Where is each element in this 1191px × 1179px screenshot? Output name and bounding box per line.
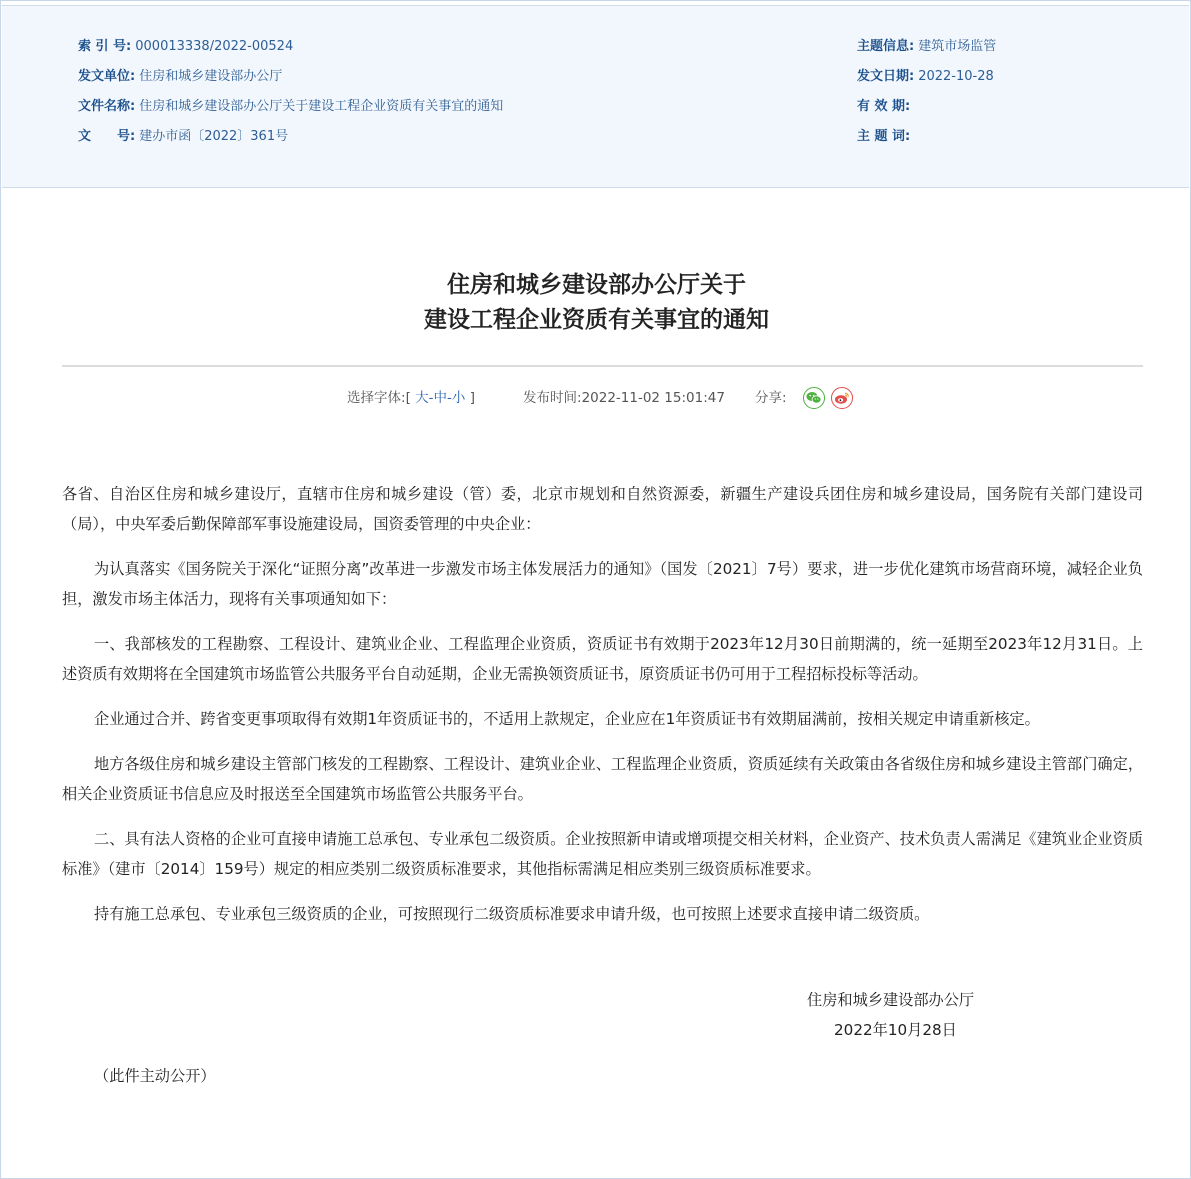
body-paragraph-5: 地方各级住房和城乡建设主管部门核发的工程勘察、工程设计、建筑业企业、工程监理企业资质，资质延续有关政策由各省级住房和城乡建设主管部门确定，相关企业资质证书信息应及时报送至全国建筑市场监管公共服务平台。 bbox=[62, 755, 1143, 803]
font-sep-1: - bbox=[428, 390, 434, 406]
meta-index bbox=[78, 38, 293, 56]
meta-topic bbox=[857, 38, 996, 56]
info-bar bbox=[1, 387, 1191, 409]
article-body bbox=[62, 479, 1143, 944]
publish-time-label: 发布时间: bbox=[523, 390, 582, 406]
meta-filename-label: 文件名称: bbox=[78, 99, 136, 114]
body-paragraph-4: 企业通过合并、跨省变更事项取得有效期1年资质证书的，不适用上款规定，企业应在1年资质证书有效期届满前，按相关规定申请重新核定。 bbox=[94, 710, 1040, 728]
meta-keywords-label: 主 题 词: bbox=[857, 129, 911, 144]
meta-docno-label: 文 号: bbox=[78, 129, 136, 144]
body-paragraph-7: 持有施工总承包、专业承包三级资质的企业，可按照现行二级资质标准要求申请升级，也可按照上述要求直接申请二级资质。 bbox=[94, 905, 930, 923]
body-paragraph-3: 一、我部核发的工程勘察、工程设计、建筑业企业、工程监理企业资质，资质证书有效期于2023年12月30日前期满的，统一延期至2023年12月31日。上述资质有效期将在全国建筑市场监管公共服务平台自动延期，企业无需换领资质证书，原资质证书仍可用于工程招标投标等活动。 bbox=[62, 635, 1143, 683]
signature-date: 2022年10月28日 bbox=[834, 1021, 957, 1039]
meta-topic-label: 主题信息: bbox=[857, 39, 915, 54]
body-paragraph-1: 各省、自治区住房和城乡建设厅，直辖市住房和城乡建设（管）委，北京市规划和自然资源委，新疆生产建设兵团住房和城乡建设局，国务院有关部门建设司（局），中央军委后勤保障部军事设施建设局，国资委管理的中央企业： bbox=[62, 485, 1143, 533]
meta-validity-label: 有 效 期: bbox=[857, 99, 911, 114]
font-bracket-close: ] bbox=[469, 390, 475, 406]
font-sep-2: - bbox=[447, 390, 452, 406]
metadata-panel bbox=[2, 5, 1189, 188]
signature-org: 住房和城乡建设部办公厅 bbox=[807, 991, 975, 1009]
body-paragraph-6: 二、具有法人资格的企业可直接申请施工总承包、专业承包二级资质。企业按照新申请或增项提交相关材料，企业资产、技术负责人需满足《建筑业企业资质标准》（建市〔2014〕159号）规定的相应类别二级资质标准要求，其他指标需满足相应类别三级资质标准要求。 bbox=[62, 830, 1143, 878]
meta-filename-value: 住房和城乡建设部办公厅关于建设工程企业资质有关事宜的通知 bbox=[139, 99, 504, 114]
meta-validity bbox=[857, 98, 914, 116]
body-paragraph-2: 为认真落实《国务院关于深化“证照分离”改革进一步激发市场主体发展活力的通知》（国发〔2021〕7号）要求，进一步优化建筑市场营商环境，减轻企业负担，激发市场主体活力，现将有关事项通知如下： bbox=[62, 560, 1143, 608]
wechat-icon bbox=[806, 391, 822, 405]
meta-issuer bbox=[78, 68, 282, 86]
meta-index-label: 索 引 号: bbox=[78, 39, 132, 54]
title-divider bbox=[62, 365, 1143, 367]
wechat-share-button[interactable] bbox=[803, 387, 825, 409]
meta-issuer-label: 发文单位: bbox=[78, 69, 136, 84]
meta-date bbox=[857, 68, 994, 86]
meta-issuer-value: 住房和城乡建设部办公厅 bbox=[139, 69, 283, 84]
disclosure-note: （此件主动公开） bbox=[94, 1067, 216, 1085]
meta-docno-value: 建办市函〔2022〕361号 bbox=[139, 129, 289, 144]
weibo-icon bbox=[834, 391, 850, 405]
share-label: 分享: bbox=[755, 390, 787, 406]
page-title-line1: 住房和城乡建设部办公厅关于 bbox=[447, 272, 746, 298]
meta-keywords bbox=[857, 128, 914, 146]
font-small-link[interactable]: 小 bbox=[451, 390, 466, 406]
page-title-line2: 建设工程企业资质有关事宜的通知 bbox=[424, 307, 769, 333]
meta-topic-value: 建筑市场监管 bbox=[918, 39, 997, 54]
font-medium-link[interactable]: 中 bbox=[433, 390, 448, 406]
font-large-link[interactable]: 大 bbox=[415, 390, 429, 406]
font-size-label: 选择字体: bbox=[347, 390, 406, 406]
font-size-selector bbox=[347, 387, 475, 409]
meta-docno bbox=[78, 128, 288, 146]
weibo-share-button[interactable] bbox=[831, 387, 853, 409]
meta-date-label: 发文日期: bbox=[857, 69, 915, 84]
meta-date-value: 2022-10-28 bbox=[918, 69, 994, 84]
publish-time bbox=[523, 387, 725, 409]
meta-filename bbox=[78, 98, 503, 116]
publish-time-value: 2022-11-02 15:01:47 bbox=[581, 390, 725, 406]
meta-index-value: 000013338/2022-00524 bbox=[135, 39, 294, 54]
font-bracket-open: [ bbox=[405, 390, 411, 406]
